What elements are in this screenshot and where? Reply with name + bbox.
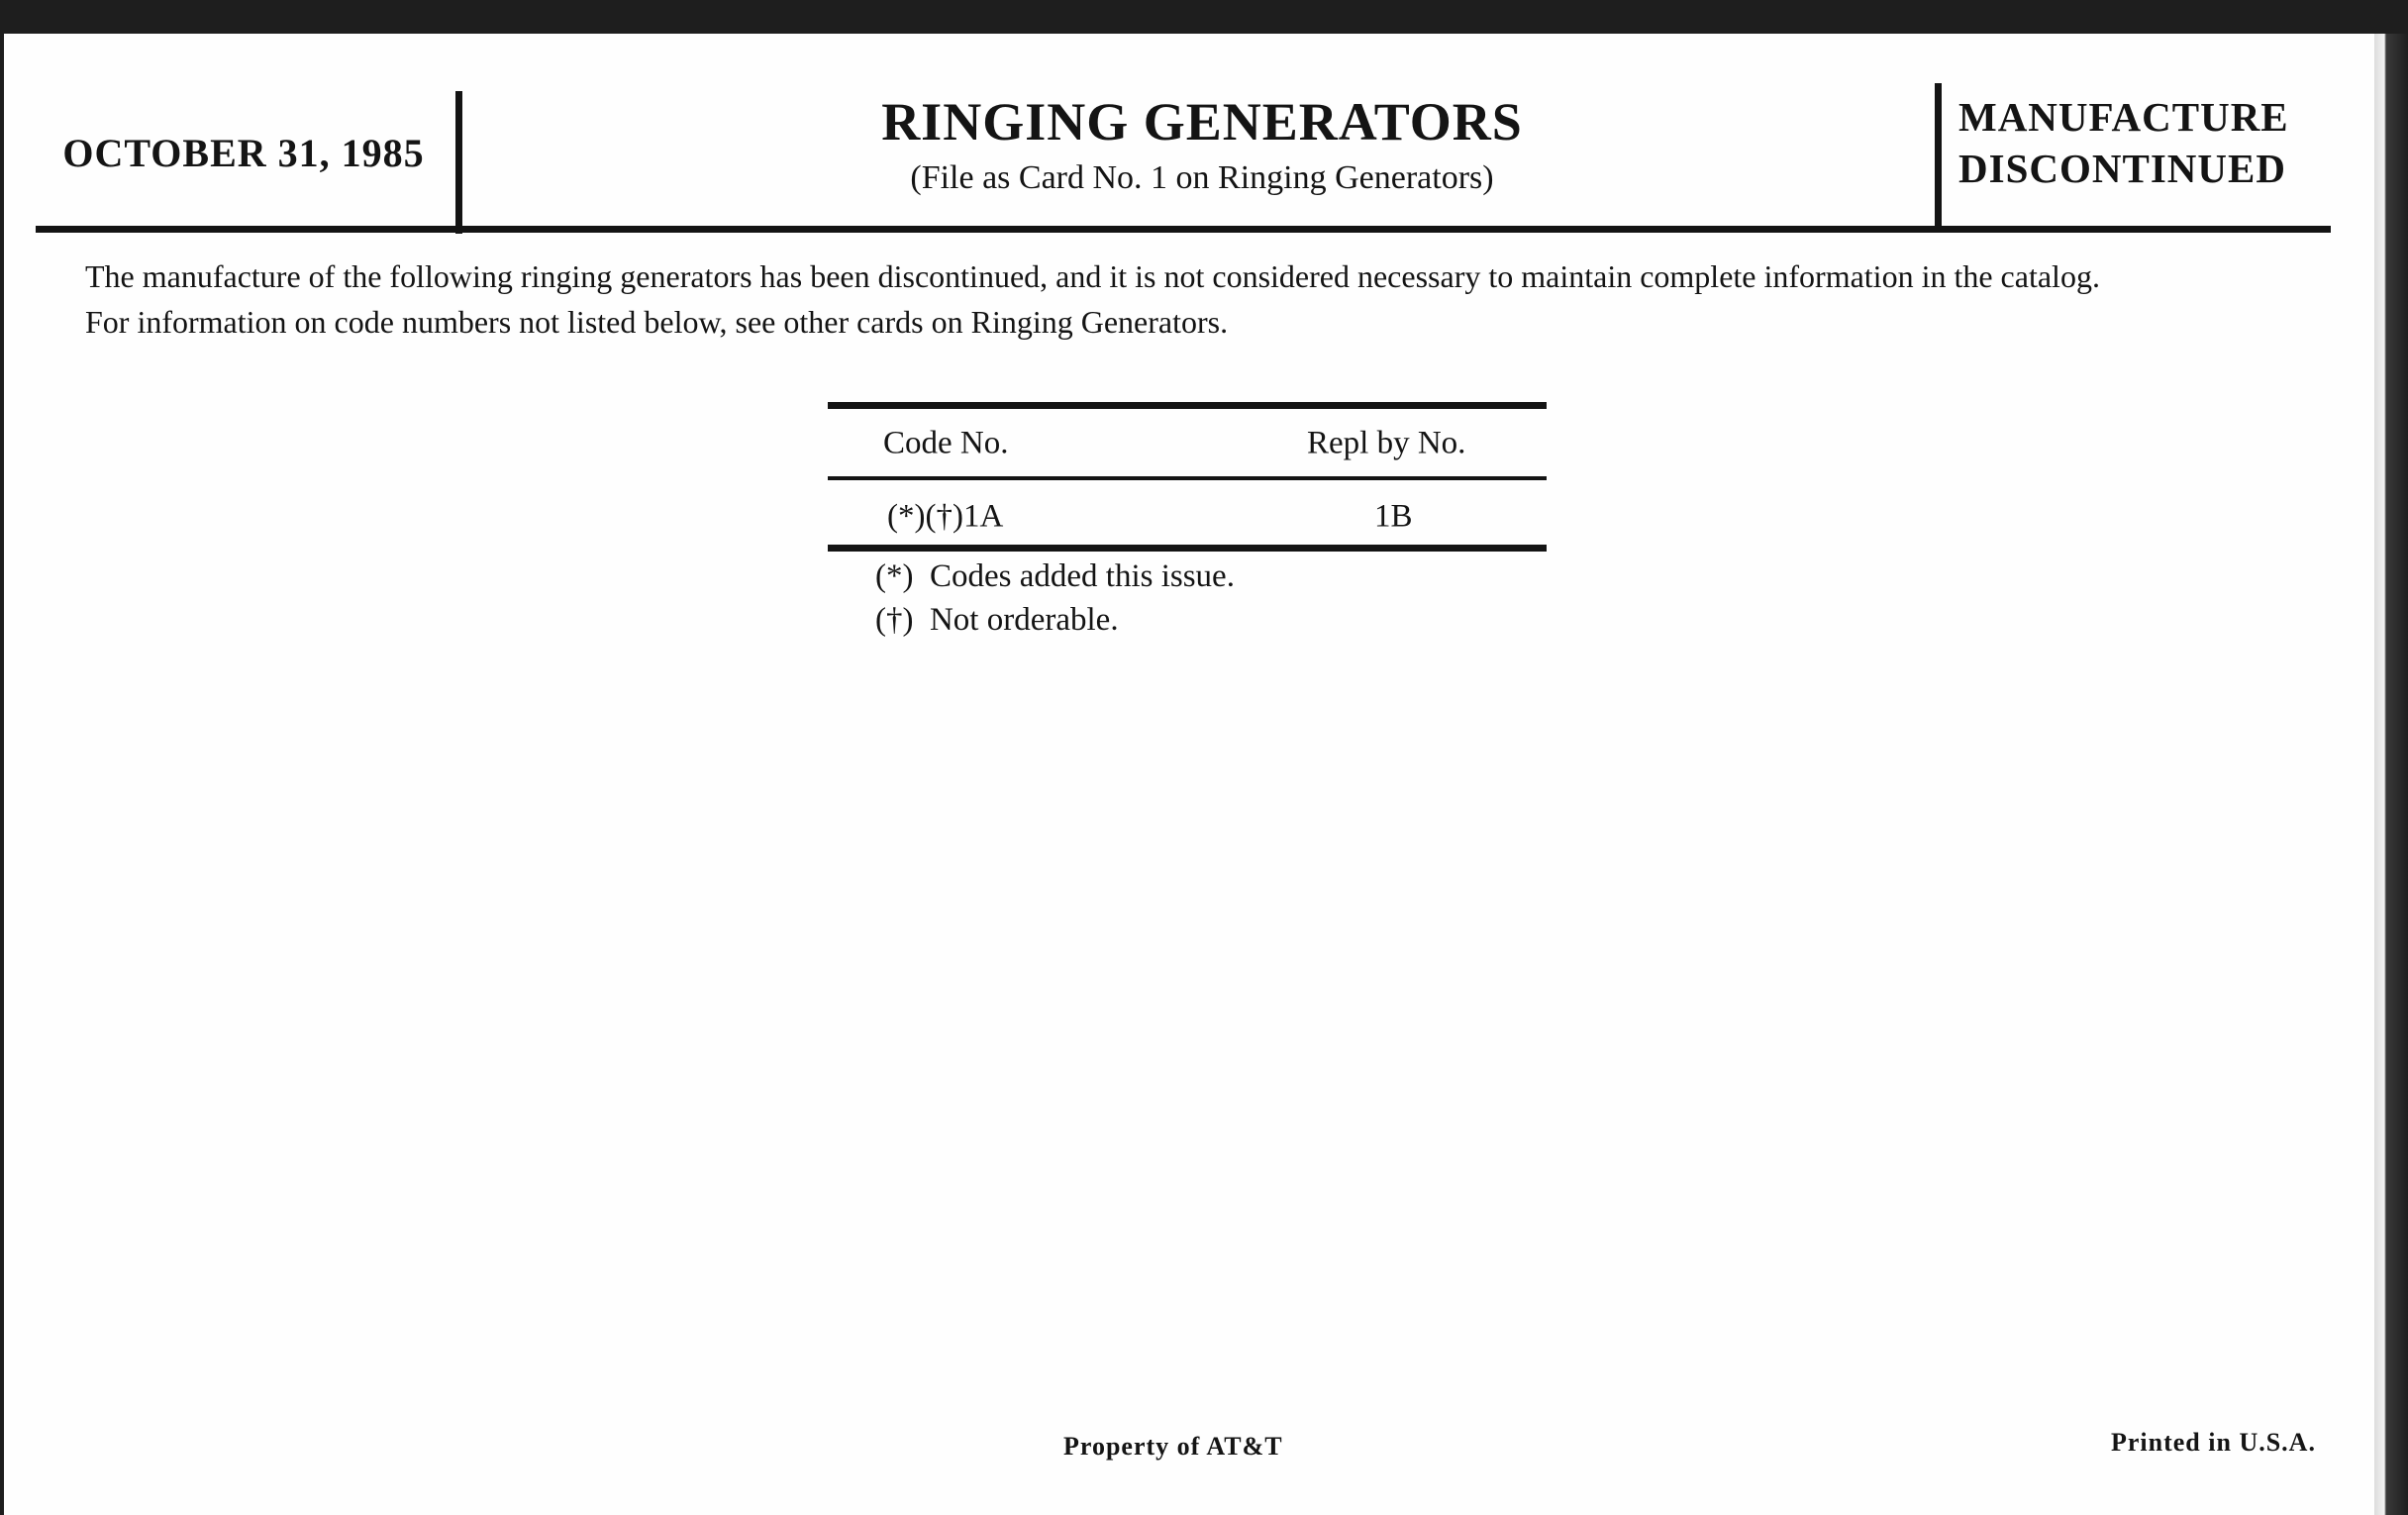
intro-text (85, 253, 2303, 345)
property-notice: Property of AT&T (1063, 1432, 1283, 1461)
header-divider-left (455, 91, 462, 234)
discontinued-table (828, 402, 1547, 552)
status-line-2: DISCONTINUED (1958, 146, 2286, 191)
page-title: RINGING GENERATORS (881, 92, 1523, 152)
table-footnotes (875, 555, 1235, 642)
status-block (1958, 91, 2335, 194)
column-header-replacement: Repl by No. (1307, 425, 1466, 461)
header-title-block (469, 89, 1935, 202)
header-rule (36, 226, 2331, 233)
issue-date: OCTOBER 31, 1985 (62, 130, 425, 175)
intro-paragraph-1: The manufacture of the following ringing generators has been discontinued, and it is not considered necessary to maintain complete information in the catalog. (85, 258, 2100, 294)
status-line-1: MANUFACTURE (1958, 94, 2289, 140)
card-edge-shadow (2374, 34, 2408, 1515)
table-header-row (828, 409, 1547, 478)
header-divider-right (1935, 83, 1942, 232)
footnote-not-orderable: (†) Not orderable. (875, 602, 1119, 638)
cell-code: (*)(†)1A (887, 498, 1004, 535)
table-bottom-rule (828, 545, 1547, 552)
table-header-rule (828, 476, 1547, 480)
catalog-card (4, 34, 2374, 1515)
cell-replacement: 1B (1374, 498, 1413, 535)
table-top-rule (828, 402, 1547, 409)
table-row (828, 482, 1547, 552)
intro-paragraph-2: For information on code numbers not listed below, see other cards on Ringing Generators. (85, 304, 1229, 340)
page-subtitle: (File as Card No. 1 on Ringing Generators) (910, 159, 1494, 196)
footnote-new-codes: (*) Codes added this issue. (875, 558, 1235, 594)
column-header-code: Code No. (883, 425, 1009, 461)
printed-notice: Printed in U.S.A. (2111, 1428, 2316, 1457)
